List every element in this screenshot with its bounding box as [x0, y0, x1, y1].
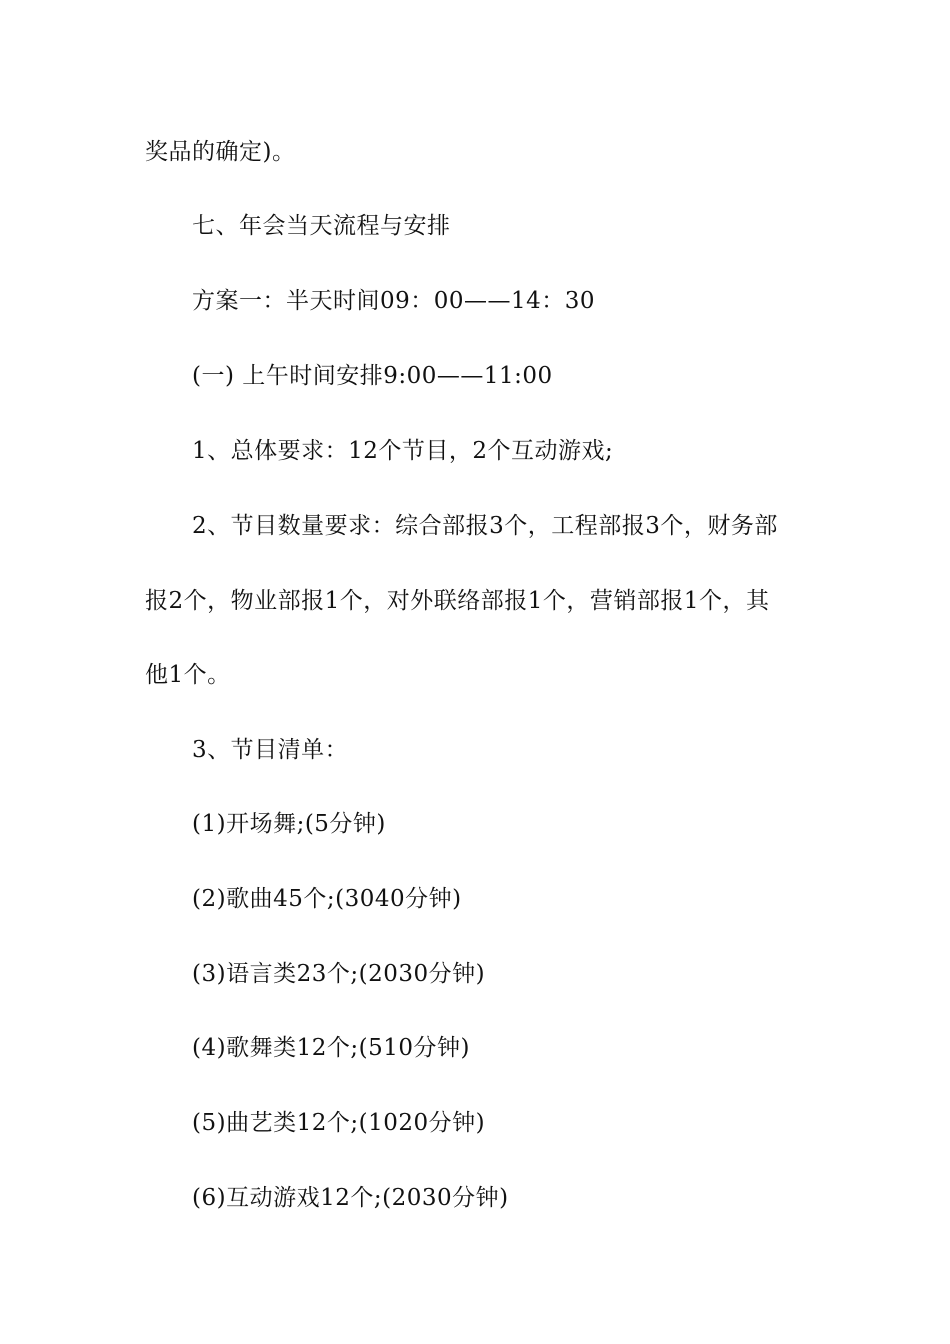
paragraph-line-prize-end: 奖品的确定)。	[145, 139, 296, 165]
program-list-item: (3)语言类23个;(2030分钟)	[192, 961, 486, 987]
program-quantity-line-2: 报2个，物业部报1个，对外联络部报1个，营销部报1个，其	[145, 588, 770, 614]
program-list-item: (4)歌舞类12个;(510分钟)	[192, 1035, 470, 1061]
program-list-item: (2)歌曲45个;(3040分钟)	[192, 886, 462, 912]
program-list-item: (6)互动游戏12个;(2030分钟)	[192, 1185, 509, 1211]
program-quantity-line-3: 他1个。	[145, 662, 231, 688]
morning-schedule-heading: (一) 上午时间安排9:00——11:00	[192, 363, 553, 389]
program-list-item: (1)开场舞;(5分钟)	[192, 811, 386, 837]
program-list-heading: 3、节目清单：	[192, 737, 349, 763]
section-heading-annual-meeting-schedule: 七、年会当天流程与安排	[192, 213, 451, 239]
program-list-item: (5)曲艺类12个;(1020分钟)	[192, 1110, 486, 1136]
plan-one-line: 方案一：半天时间09：00——14：30	[192, 288, 596, 314]
overall-requirement-line: 1、总体要求：12个节目，2个互动游戏;	[192, 438, 614, 464]
program-quantity-line-1: 2、节目数量要求：综合部报3个，工程部报3个，财务部	[192, 513, 778, 539]
